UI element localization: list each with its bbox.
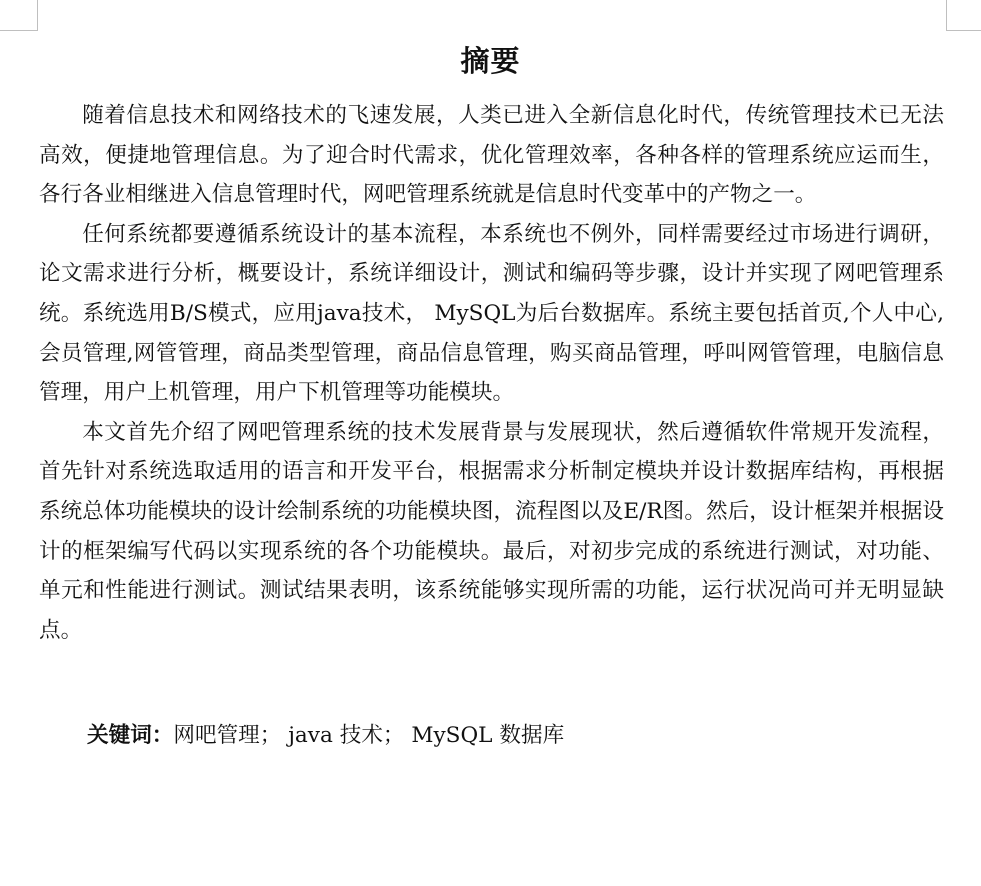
- keywords-text: 网吧管理； java 技术； MySQL 数据库: [173, 723, 565, 748]
- abstract-paragraph-1: 随着信息技术和网络技术的飞速发展，人类已进入全新信息化时代，传统管理技术已无法高效，便捷地管理信息。为了迎合时代需求，优化管理效率，各种各样的管理系统应运而生，各行各业相继进入信息管理时代，网吧管理系统就是信息时代变革中的产物之一。: [39, 103, 944, 208]
- abstract-body: [39, 96, 944, 650]
- keywords-line: [87, 716, 564, 756]
- abstract-title: 摘要: [460, 44, 521, 78]
- page-corner-mark-top-right: [946, 0, 981, 31]
- keywords-label: 关键词：: [87, 723, 174, 748]
- page-corner-mark-top-left: [0, 0, 38, 31]
- abstract-paragraph-3: 本文首先介绍了网吧管理系统的技术发展背景与发展现状，然后遵循软件常规开发流程，首先针对系统选取适用的语言和开发平台，根据需求分析制定模块并设计数据库结构，再根据系统总体功能模块的设计绘制系统的功能模块图，流程图以及E/R图。然后，设计框架并根据设计的框架编写代码以实现系统的各个功能模块。最后，对初步完成的系统进行测试，对功能、单元和性能进行测试。测试结果表明，该系统能够实现所需的功能，运行状况尚可并无明显缺点。: [39, 419, 944, 643]
- abstract-paragraph-2: 任何系统都要遵循系统设计的基本流程，本系统也不例外，同样需要经过市场进行调研，论文需求进行分析，概要设计，系统详细设计，测试和编码等步骤，设计并实现了网吧管理系统。系统选用B/S模式，应用java技术， MySQL为后台数据库。系统主要包括首页,个人中心,会员管理,网管管理，商品类型管理，商品信息管理，购买商品管理，呼叫网管管理，电脑信息管理，用户上机管理，用户下机管理等功能模块。: [39, 221, 944, 406]
